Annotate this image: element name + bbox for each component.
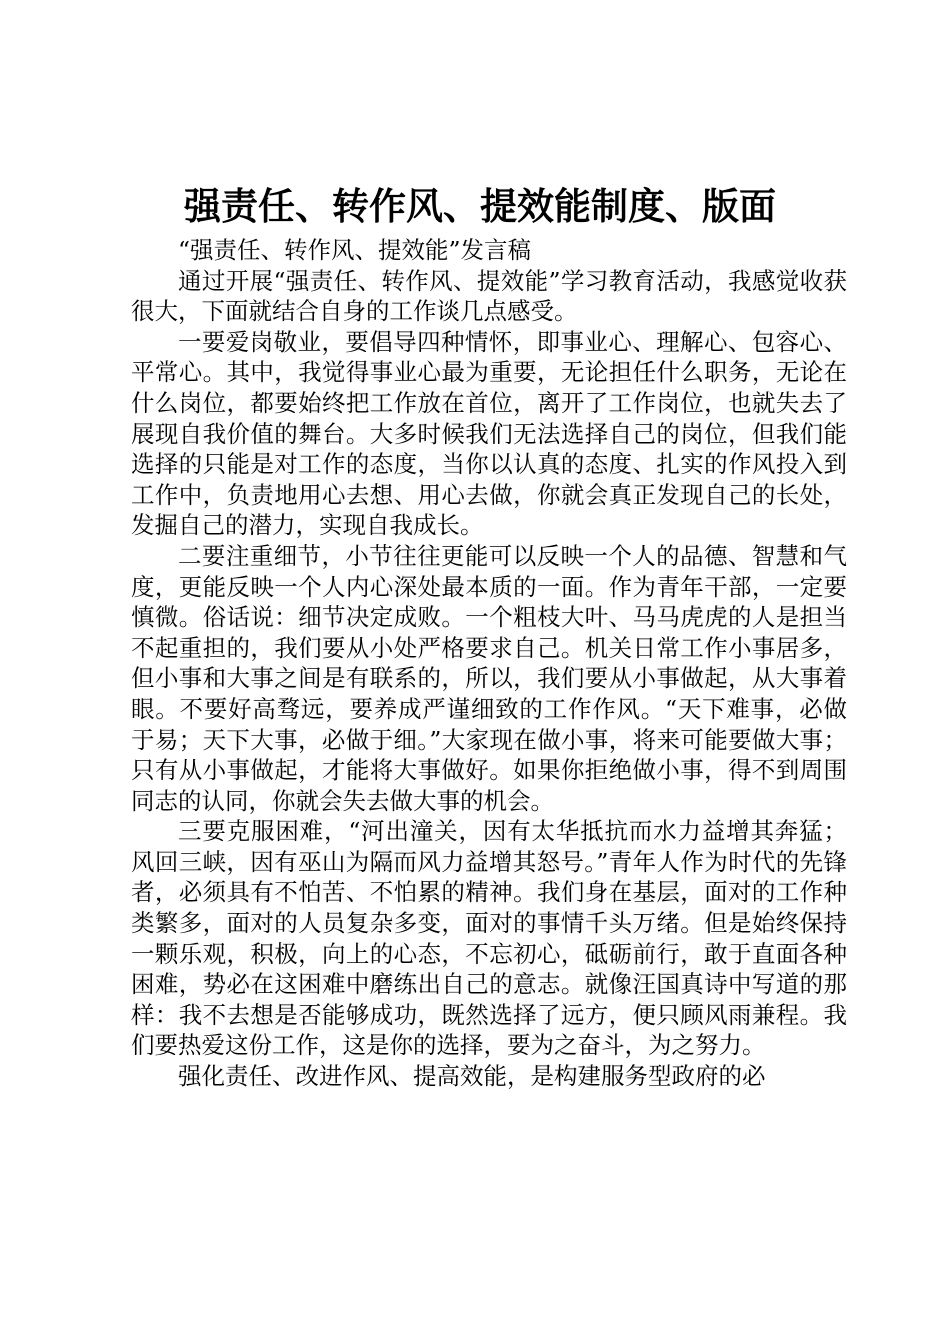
paragraph-intro: 通过开展“强责任、转作风、提效能”学习教育活动，我感觉收获很大，下面就结合自身的工作谈几点感受。 <box>131 266 847 326</box>
document-title: 强责任、转作风、提效能制度、版面 <box>184 185 776 228</box>
paragraph-details: 二要注重细节，小节往往更能可以反映一个人的品德、智慧和气度，更能反映一个人内心深处最本质的一面。作为青年干部，一定要慎微。俗话说：细节决定成败。一个粗枝大叶、马马虎虎的人是担当不起重担的，我们要从小处严格要求自己。机关日常工作小事居多，但小事和大事之间是有联系的，所以，我们要从小事做起，从大事着眼。不要好高骛远，要养成严谨细致的工作作风。“天下难事，必做于易；天下大事，必做于细。”大家现在做小事，将来可能要做大事；只有从小事做起，才能将大事做好。如果你拒绝做小事，得不到周围同志的认同，你就会失去做大事的机会。 <box>131 541 847 815</box>
paragraph-conclusion: 强化责任、改进作风、提高效能，是构建服务型政府的必 <box>178 1062 766 1091</box>
speech-subtitle: “强责任、转作风、提效能”发言稿 <box>178 236 532 264</box>
paragraph-difficulties: 三要克服困难，“河出潼关，因有太华抵抗而水力益增其奔猛；风回三峡，因有巫山为隔而风力益增其怒号。”青年人作为时代的先锋者，必须具有不怕苦、不怕累的精神。我们身在基层，面对的工作种类繁多，面对的人员复杂多变，面对的事情千头万绪。但是始终保持一颗乐观，积极，向上的心态，不忘初心，砥砺前行，敢于直面各种困难，势必在这困难中磨练出自己的意志。就像汪国真诗中写道的那样：我不去想是否能够成功，既然选择了远方，便只顾风雨兼程。我们要热爱这份工作，这是你的选择，要为之奋斗，为之努力。 <box>131 817 847 1060</box>
document-body <box>131 235 847 1092</box>
paragraph-dedication: 一要爱岗敬业，要倡导四种情怀，即事业心、理解心、包容心、平常心。其中，我觉得事业心最为重要，无论担任什么职务，无论在什么岗位，都要始终把工作放在首位，离开了工作岗位，也就失去了展现自我价值的舞台。大多时候我们无法选择自己的岗位，但我们能选择的只能是对工作的态度，当你以认真的态度、扎实的作风投入到工作中，负责地用心去想、用心去做，你就会真正发现自己的长处，发掘自己的潜力，实现自我成长。 <box>131 327 847 540</box>
